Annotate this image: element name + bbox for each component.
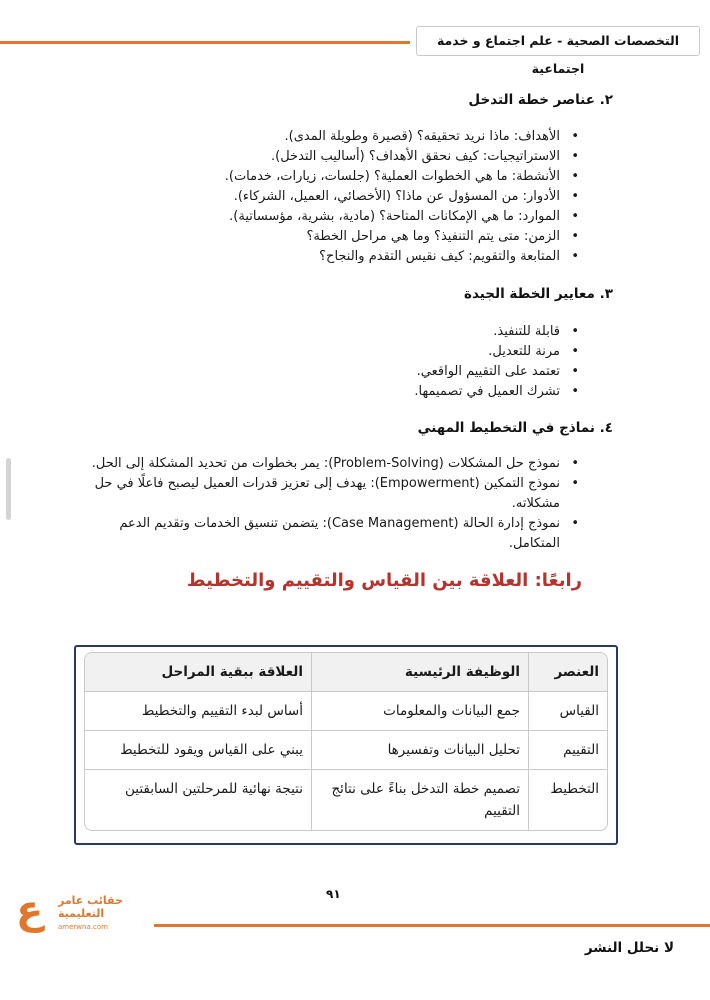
list-item: • الأنشطة: ما هي الخطوات العملية؟ (جلسات، زيارات، خدمات). — [122, 167, 582, 187]
list-item: • الموارد: ما هي الإمكانات المتاحة؟ (مادية، بشرية، مؤسساتية). — [122, 207, 582, 227]
table-row — [85, 770, 607, 830]
table-cell: التخطيط — [528, 770, 607, 830]
table-header-cell: العنصر — [528, 653, 607, 692]
section4-list — [82, 454, 582, 554]
section4-heading: ٤. نماذج في التخطيط المهني — [417, 420, 613, 436]
section2-list — [122, 127, 582, 267]
table-cell: جمع البيانات والمعلومات — [311, 692, 528, 731]
list-item: • الاستراتيجيات: كيف نحقق الأهداف؟ (أساليب التدخل). — [122, 147, 582, 167]
table-cell: نتيجة نهائية للمرحلتين السابقتين — [125, 781, 303, 797]
table-cell: يبني على القياس ويقود للتخطيط — [85, 731, 311, 770]
table-row — [85, 731, 607, 770]
logo-subtitle: التعليمية — [58, 907, 105, 920]
table-header-row — [85, 653, 607, 692]
logo-url: amerwna.com — [58, 923, 108, 931]
list-item: • الزمن: متى يتم التنفيذ؟ وما هي مراحل الخطة؟ — [122, 227, 582, 247]
list-item: • نموذج حل المشكلات (Problem-Solving): يمر بخطوات من تحديد المشكلة إلى الحل. — [82, 454, 582, 474]
list-item: • المتابعة والتقويم: كيف نقيس التقدم والنجاح؟ — [122, 247, 582, 267]
table-cell: تصميم خطة التدخل بناءً على نتائج التقييم — [311, 770, 528, 830]
section2-heading: ٢. عناصر خطة التدخل — [468, 92, 613, 108]
table-header-cell: الوظيفة الرئيسية — [311, 653, 528, 692]
page-edge-tab — [6, 458, 11, 520]
table-cell: أساس لبدء التقييم والتخطيط — [85, 692, 311, 731]
footer-rule — [154, 924, 710, 927]
relation-table-frame — [74, 645, 618, 845]
header-rule — [0, 41, 410, 44]
list-item: • نموذج إدارة الحالة (Case Management): يتضمن تنسيق الخدمات وتقديم الدعم المتكامل. — [82, 514, 582, 554]
table-row — [85, 692, 607, 731]
logo-mark-icon: ع — [16, 887, 44, 933]
list-item: • قابلة للتنفيذ. — [122, 322, 582, 342]
list-item: • مرنة للتعديل. — [122, 342, 582, 362]
table-header-cell: العلاقة ببقية المراحل — [85, 653, 311, 692]
section3-list — [122, 322, 582, 402]
page-number: ٩١ — [326, 887, 341, 901]
logo-name: حقائب عامر — [58, 894, 123, 907]
no-publish-notice: لا نحلل النشر — [584, 940, 674, 956]
list-item: • تشرك العميل في تصميمها. — [122, 382, 582, 402]
page-header-title: التخصصات الصحية - علم اجتماع و خدمة اجتماعية — [416, 26, 700, 56]
section-title: رابعًا: العلاقة بين القياس والتقييم والتخطيط — [186, 570, 582, 591]
list-item: • الأهداف: ماذا نريد تحقيقه؟ (قصيرة وطويلة المدى). — [122, 127, 582, 147]
list-item: • نموذج التمكين (Empowerment): يهدف إلى تعزيز قدرات العميل ليصبح فاعلًا في حل مشكلاته. — [82, 474, 582, 514]
list-item: • الأدوار: من المسؤول عن ماذا؟ (الأخصائي، العميل، الشركاء). — [122, 187, 582, 207]
table-cell: تحليل البيانات وتفسيرها — [311, 731, 528, 770]
section3-heading: ٣. معايير الخطة الجيدة — [464, 286, 613, 302]
publisher-logo — [14, 887, 132, 936]
relation-table — [84, 652, 608, 831]
table-cell: التقييم — [528, 731, 607, 770]
list-item: • تعتمد على التقييم الواقعي. — [122, 362, 582, 382]
table-cell: القياس — [528, 692, 607, 731]
